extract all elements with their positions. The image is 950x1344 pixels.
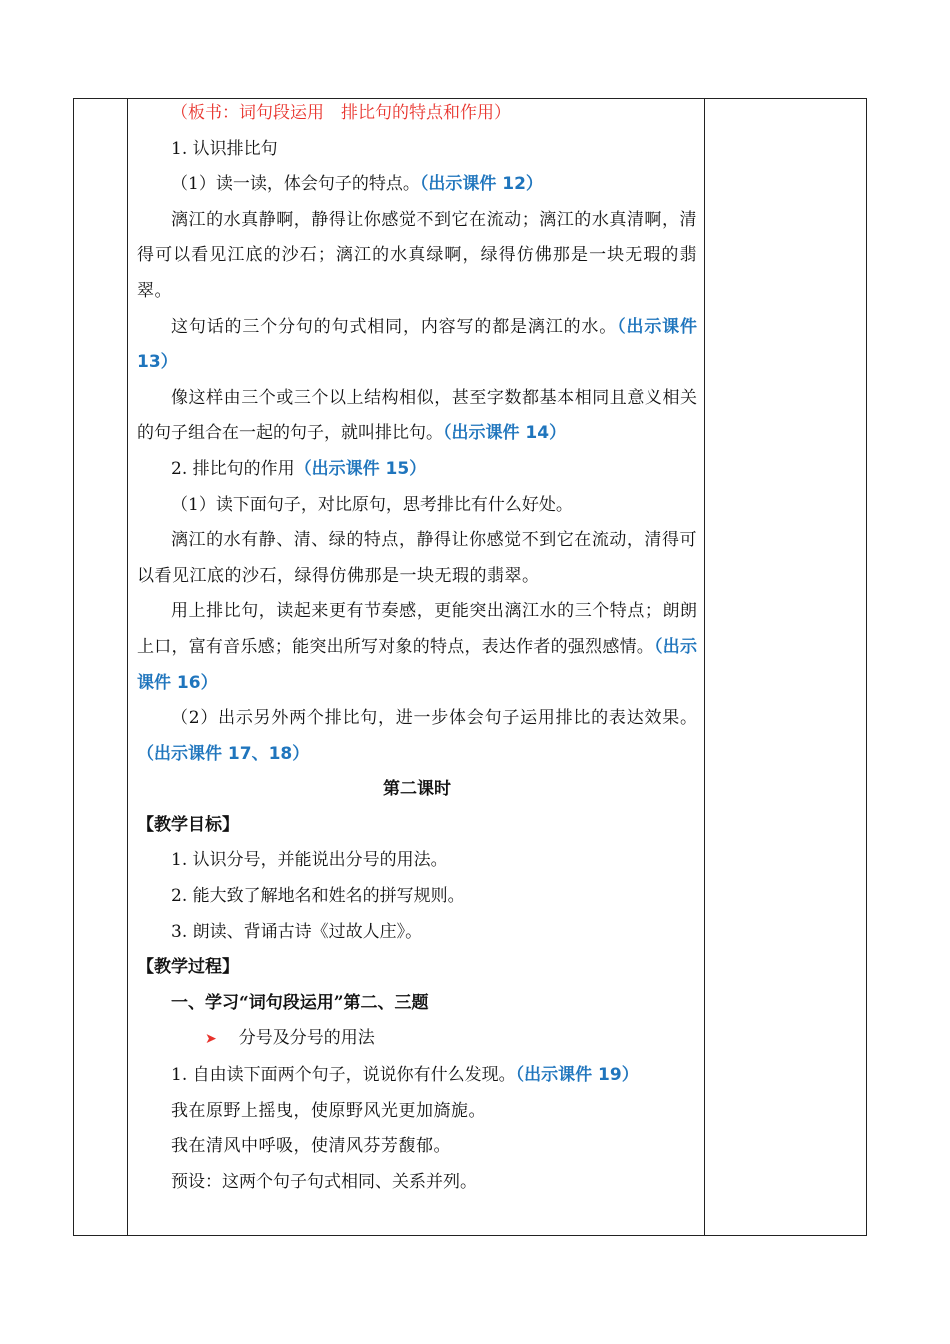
sentence-a: 我在原野上摇曳，使原野风光更加旖旎。 <box>171 1100 486 1121</box>
analysis-text: 用上排比句，读起来更有节奏感，更能突出漓江水的三个特点；朗朗上口，富有音乐感；能突出所写对象的特点，表达作者的强烈感情。 <box>137 601 697 657</box>
part1-heading: 一、学习“词句段运用”第二、三题 <box>171 992 429 1013</box>
bullet-item <box>137 1021 697 1058</box>
column-divider-right <box>704 99 705 1235</box>
board-note: （板书：词句段运用 排比句的特点和作用） <box>171 103 511 123</box>
preset-answer: 预设：这两个句子句式相同、关系并列。 <box>171 1171 477 1192</box>
analysis-text: 这句话的三个分句的句式相同，内容写的都是漓江的水。 <box>171 316 618 337</box>
instruction-compare: （1）读下面句子，对比原句，思考排比有什么好处。 <box>171 494 573 515</box>
instruction-read <box>137 167 697 203</box>
bullet-text: 分号及分号的用法 <box>238 1028 375 1049</box>
definition-text: 像这样由三个或三个以上结构相似，甚至字数都基本相同且意义相关的句子组合在一起的句子，就叫排比句。 <box>137 387 697 444</box>
courseware-ref: （出示课件 14） <box>443 423 567 444</box>
courseware-ref: （出示课件 16） <box>137 636 697 693</box>
lesson2-title: 第二课时 <box>383 779 451 800</box>
rewritten-sentence: 漓江的水有静、清、绿的特点，静得让你感觉不到它在流动，清得可以看见江底的沙石，绿得仿佛那是一块无瑕的翡翠。 <box>137 530 697 586</box>
task-text: 1. 自由读下面两个句子，说说你有什么发现。 <box>171 1065 516 1086</box>
lesson-content <box>137 96 697 1200</box>
sentence-b: 我在清风中呼吸，使清风芬芳馥郁。 <box>171 1136 451 1157</box>
arrow-bullet-icon: ➤ <box>205 1031 217 1048</box>
instruction-more-examples <box>137 701 697 772</box>
instruction-text: （1）读一读，体会句子的特点。 <box>171 174 420 195</box>
courseware-ref: （出示课件 13） <box>137 316 698 373</box>
column-divider-left <box>127 99 128 1235</box>
goal-item: 2. 能大致了解地名和姓名的拼写规则。 <box>171 886 465 907</box>
section-heading-recognize: 1. 认识排比句 <box>171 138 278 159</box>
analysis-paragraph <box>137 310 697 381</box>
goals-heading: 【教学目标】 <box>137 814 239 835</box>
instruction-text: （2）出示另外两个排比句，进一步体会句子运用排比的表达效果。 <box>171 708 697 729</box>
courseware-ref: （出示课件 17、18） <box>137 743 310 764</box>
goal-item: 3. 朗读、背诵古诗《过故人庄》。 <box>171 921 423 942</box>
courseware-ref: （出示课件 12） <box>419 174 543 195</box>
example-sentence: 漓江的水真静啊，静得让你感觉不到它在流动；漓江的水真清啊，清得可以看见江底的沙石；漓江的水真绿啊，绿得仿佛那是一块无瑕的翡翠。 <box>137 209 697 301</box>
courseware-ref: （出示课件 15） <box>294 458 427 479</box>
heading-text: 2. 排比句的作用 <box>171 458 295 479</box>
goal-item: 1. 认识分号，并能说出分号的用法。 <box>171 850 448 871</box>
task1-paragraph <box>137 1058 697 1094</box>
section-heading-function <box>137 452 697 488</box>
process-heading: 【教学过程】 <box>137 957 239 978</box>
function-analysis <box>137 594 697 701</box>
courseware-ref: （出示课件 19） <box>515 1065 639 1086</box>
definition-paragraph <box>137 381 697 452</box>
